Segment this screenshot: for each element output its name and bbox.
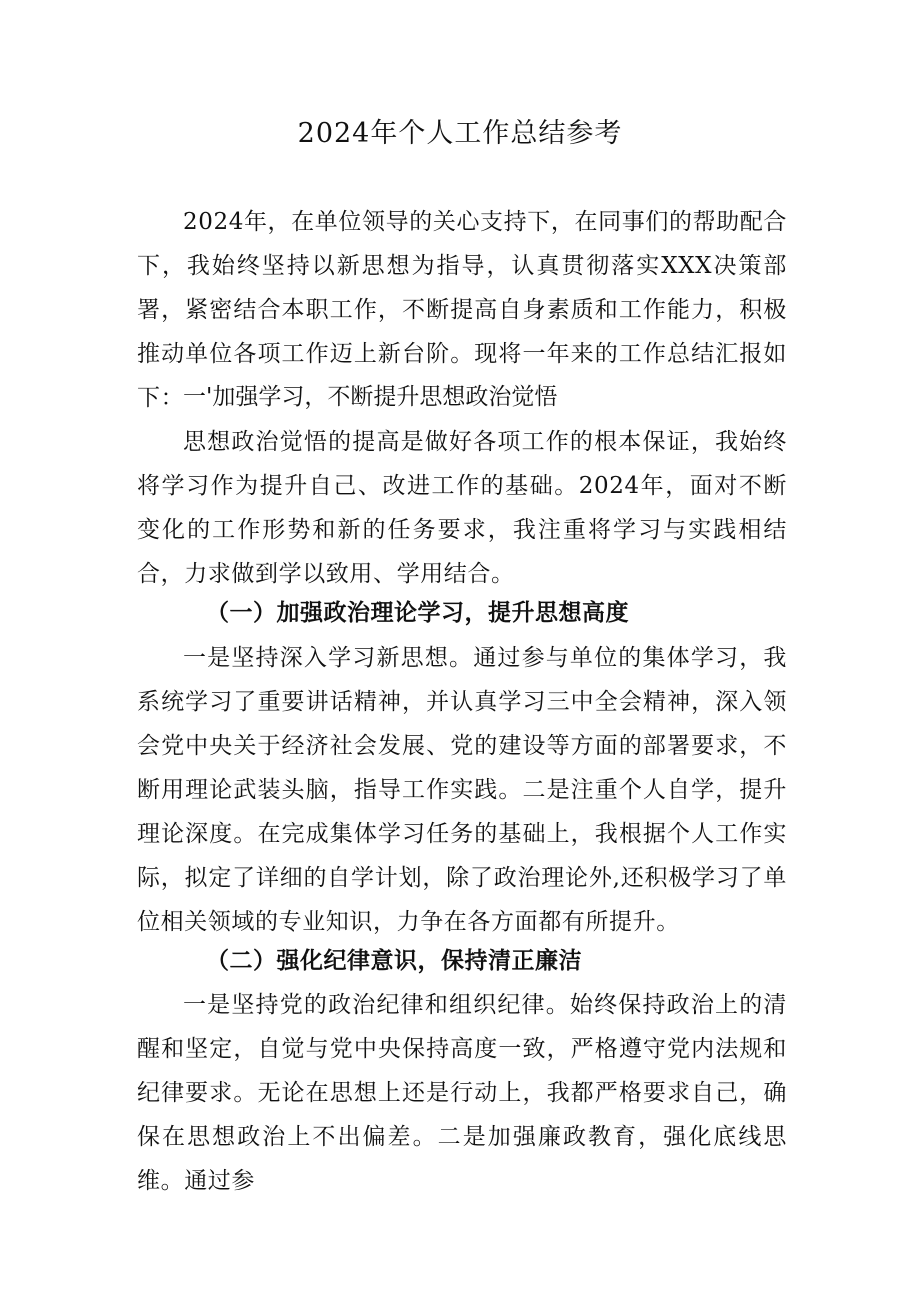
subsection-1-heading: （一）加强政治理论学习，提升思想高度 (206, 599, 629, 626)
intro-paragraph: 2024年，在单位领导的关心支持下，在同事们的帮助配合下，我始终坚持以新思想为指导，认真贯彻落实XXX决策部署，紧密结合本职工作，不断提高自身素质和工作能力，积极推动单位各项工作迈上新台阶。现将一年来的工作总结汇报如下： (137, 209, 787, 411)
document-title: 2024年个人工作总结参考 (297, 118, 623, 149)
section-1-paragraph: 思想政治觉悟的提高是做好各项工作的根本保证，我始终将学习作为提升自己、改进工作的基础。2024年，面对不断变化的工作形势和新的任务要求，我注重将学习与实践相结合，力求做到学以致用、学用结合。 (137, 429, 787, 587)
section-1-heading: 一'加强学习，不断提升思想政治觉悟 (183, 384, 558, 410)
subsection-2-heading: （二）强化纪律意识，保持清正廉洁 (206, 947, 582, 974)
subsection-2-paragraph: 一是坚持党的政治纪律和组织纪律。始终保持政治上的清醒和坚定，自觉与党中央保持高度一致，严格遵守党内法规和纪律要求。无论在思想上还是行动上，我都严格要求自己，确保在思想政治上不出偏差。二是加强廉政教育，强化底线思维。通过参 (137, 992, 787, 1194)
subsection-1-paragraph: 一是坚持深入学习新思想。通过参与单位的集体学习，我系统学习了重要讲话精神，并认真学习三中全会精神，深入领会党中央关于经济社会发展、党的建设等方面的部署要求，不断用理论武装头脑，指导工作实践。二是注重个人自学，提升理论深度。在完成集体学习任务的基础上，我根据个人工作实际，拟定了详细的自学计划，除了政治理论外,还积极学习了单位相关领域的专业知识，力争在各方面都有所提升。 (137, 645, 787, 935)
